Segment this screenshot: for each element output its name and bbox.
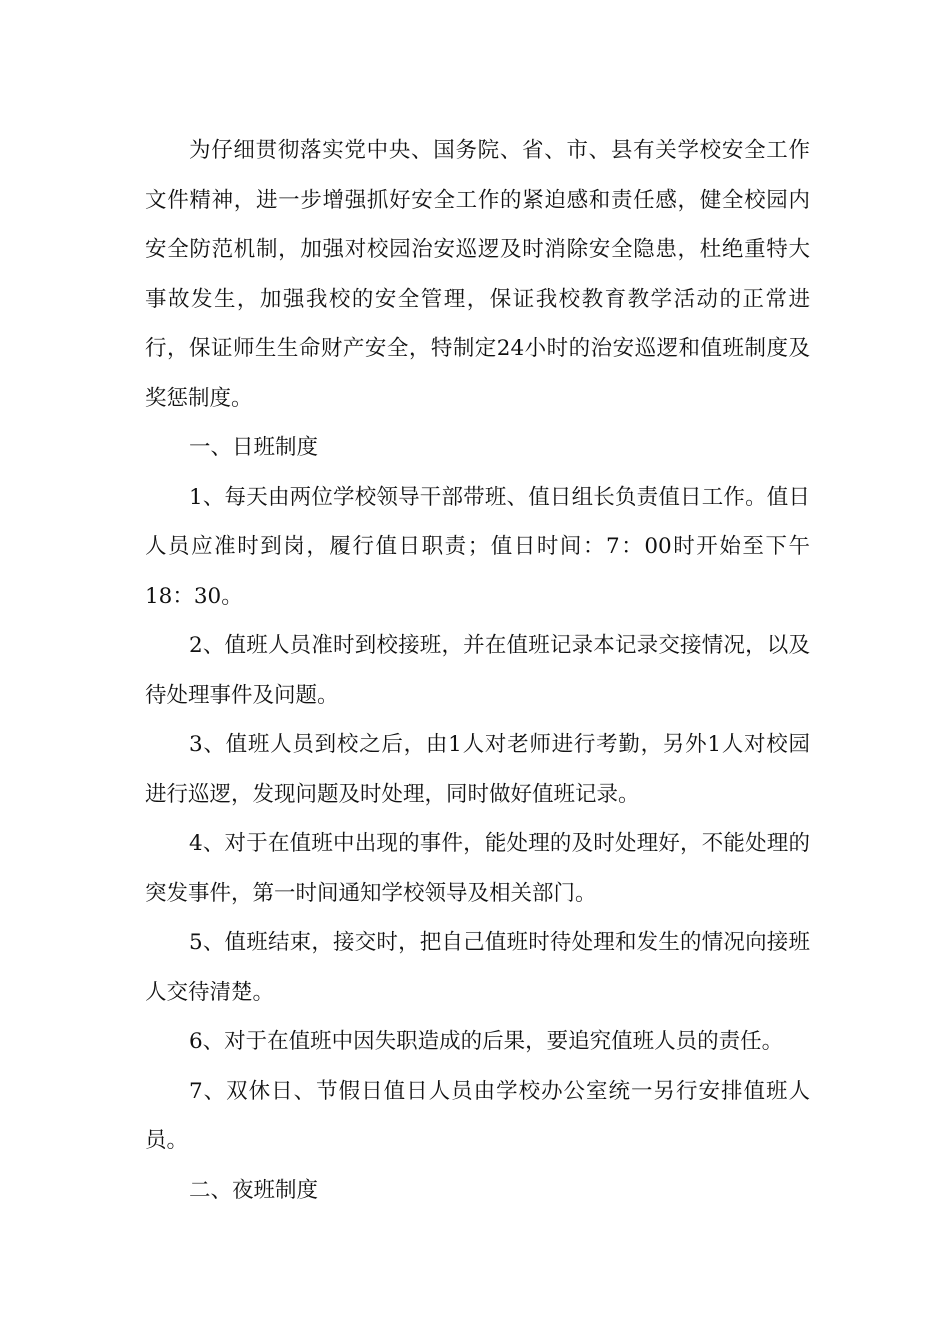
section-heading-day-shift: 一、日班制度 (189, 435, 319, 460)
rule-item-2: 2、值班人员准时到校接班，并在值班记录本记录交接情况，以及待处理事件及问题。 (145, 633, 810, 708)
intro-paragraph: 为仔细贯彻落实党中央、国务院、省、市、县有关学校安全工作文件精神，进一步增强抓好安全工作的紧迫感和责任感，健全校园内安全防范机制，加强对校园治安巡逻及时消除安全隐患，杜绝重特大事故发生，加强我校的安全管理，保证我校教育教学活动的正常进行，保证师生生命财产安全，特制定24小时的治安巡逻和值班制度及奖惩制度。 (145, 138, 810, 411)
section-heading-night-shift: 二、夜班制度 (189, 1177, 319, 1203)
rule-item-1: 1、每天由两位学校领导干部带班、值日组长负责值日工作。值日人员应准时到岗，履行值日职责；值日时间：7：00时开始至下午18：30。 (145, 484, 810, 609)
rule-item-6: 6、对于在值班中因失职造成的后果，要追究值班人员的责任。 (189, 1029, 784, 1054)
rule-item-7: 7、双休日、节假日值日人员由学校办公室统一另行安排值班人员。 (145, 1078, 810, 1153)
rule-item-3: 3、值班人员到校之后，由1人对老师进行考勤，另外1人对校园进行巡逻，发现问题及时处理，同时做好值班记录。 (145, 732, 810, 807)
document-body (145, 126, 810, 1215)
rule-item-5: 5、值班结束，接交时，把自己值班时待处理和发生的情况向接班人交待清楚。 (145, 930, 810, 1005)
rule-item-4: 4、对于在值班中出现的事件，能处理的及时处理好，不能处理的突发事件，第一时间通知学校领导及相关部门。 (145, 831, 810, 906)
